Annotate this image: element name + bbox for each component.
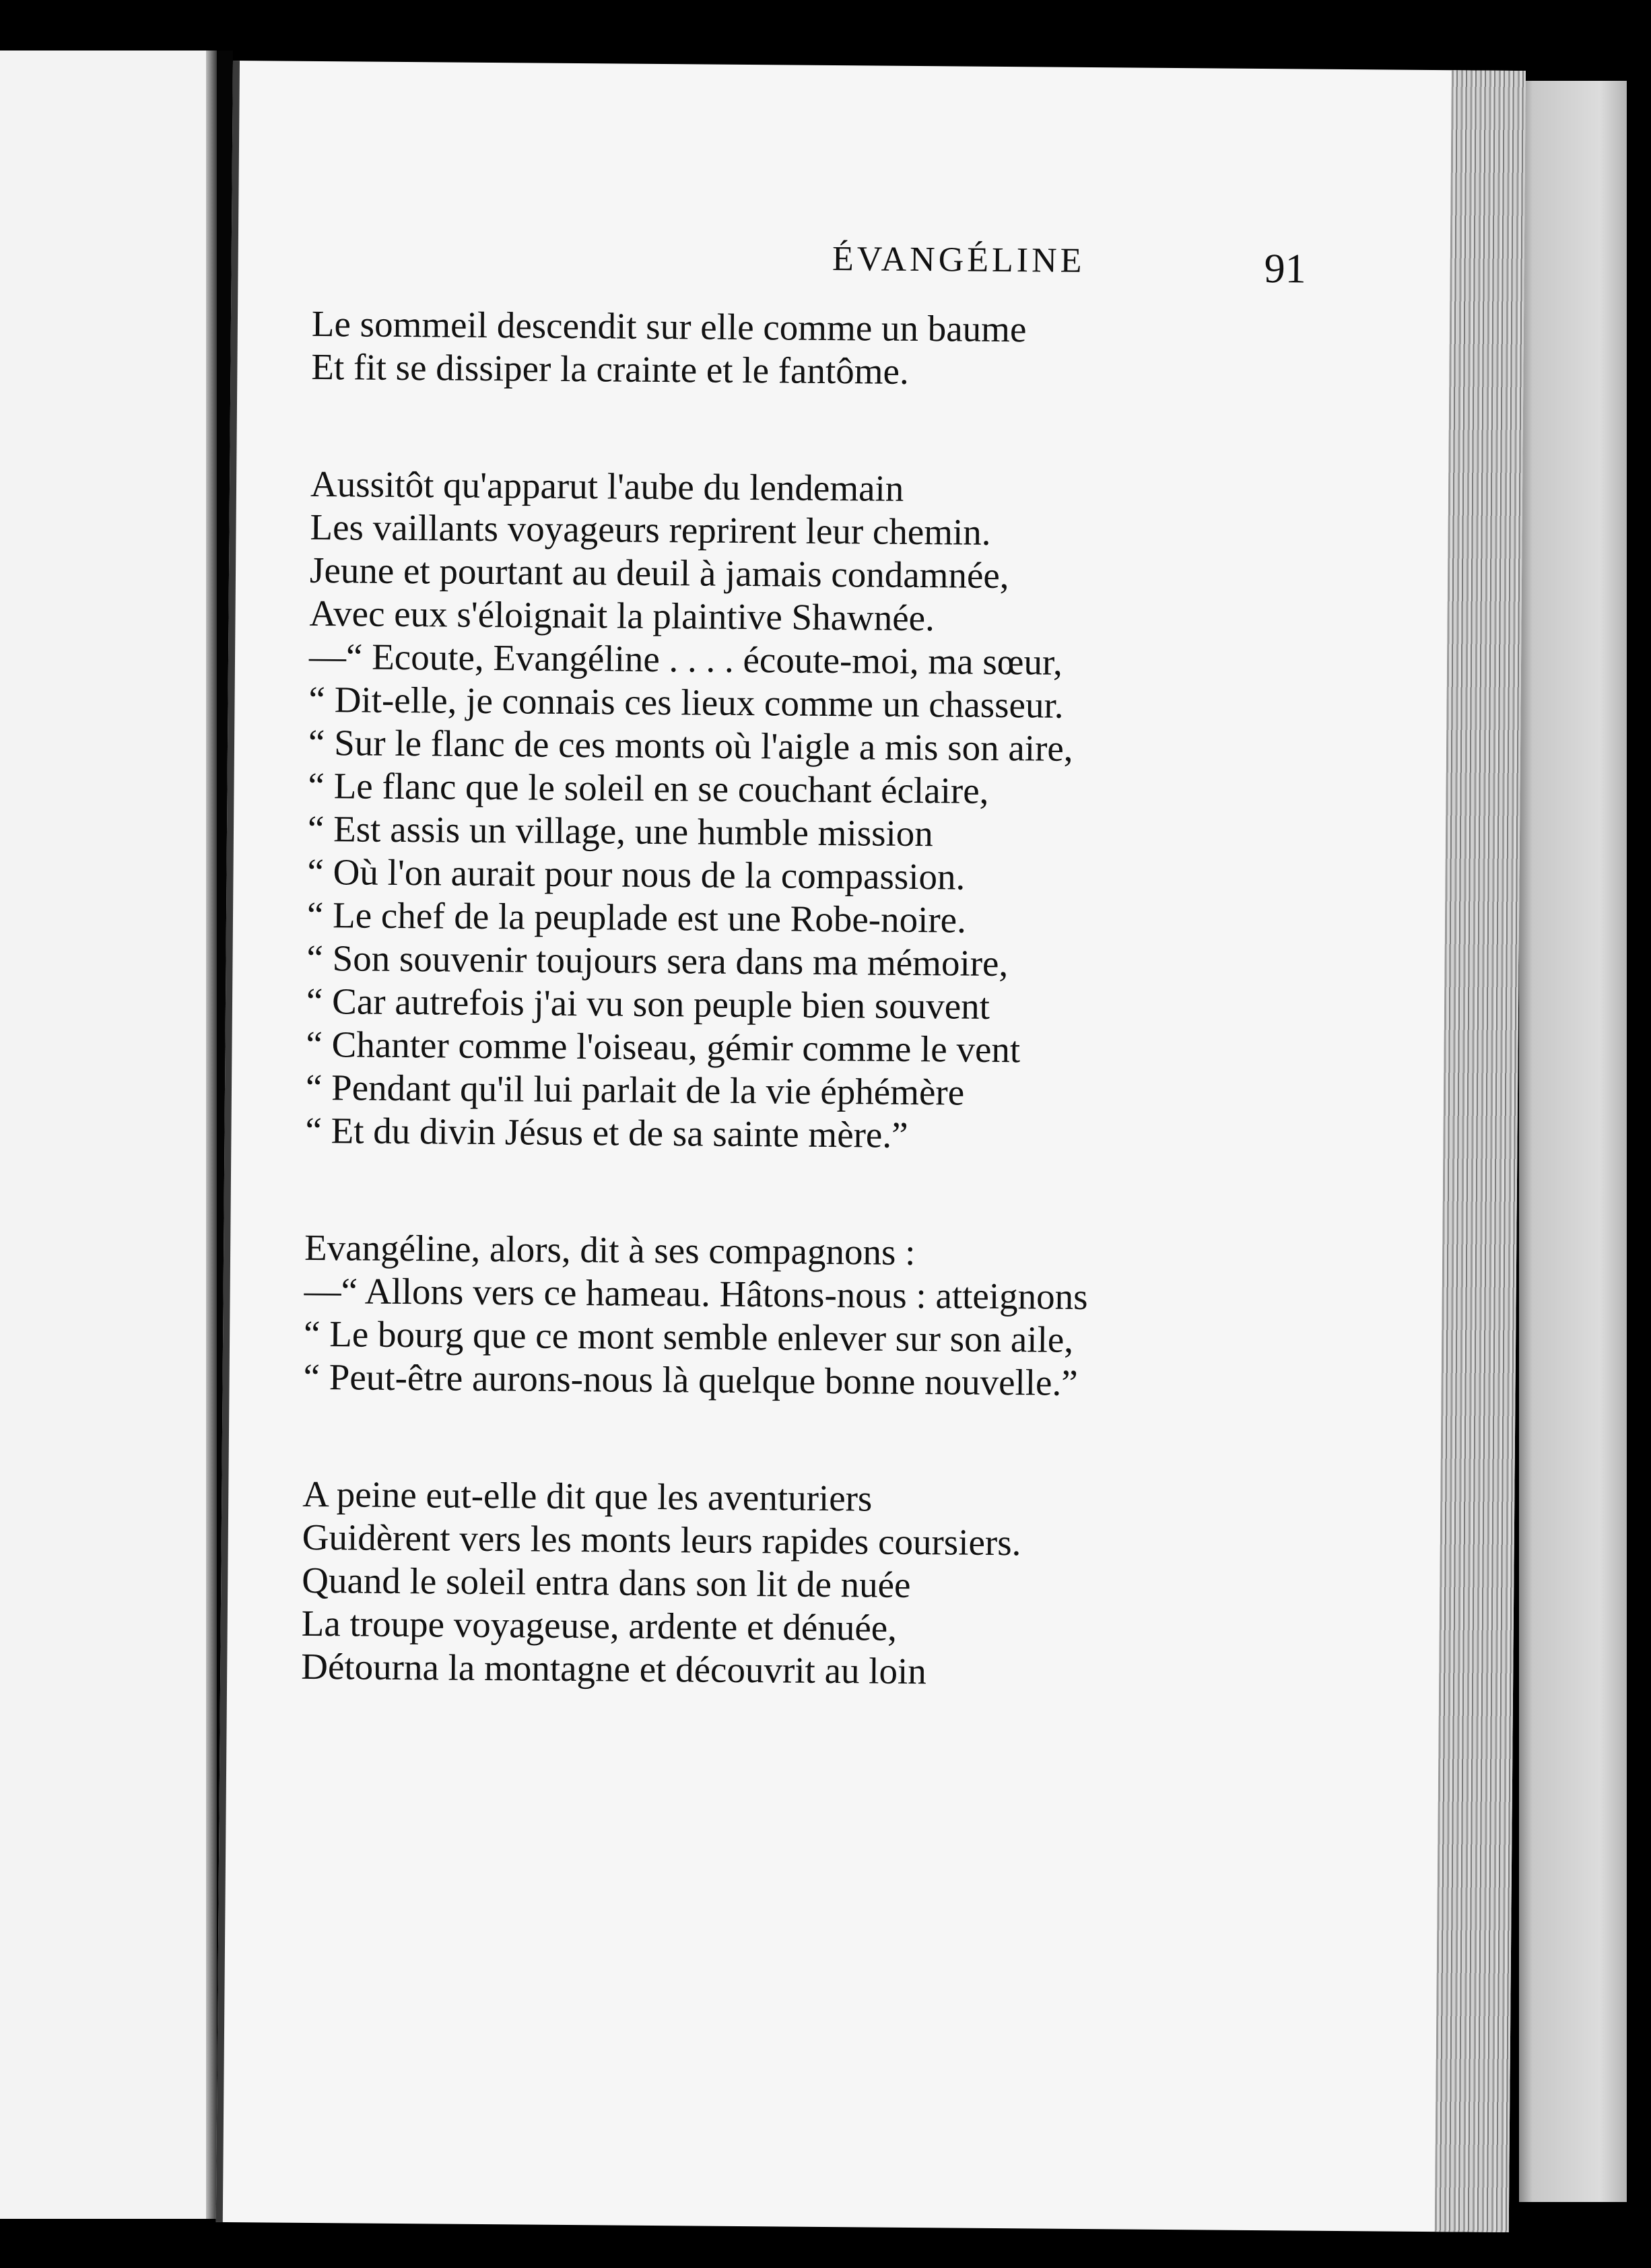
verse-line: La troupe voyageuse, ardente et dénuée,	[301, 1602, 898, 1648]
verse-line: “ Peut-être aurons-nous là quelque bonne nouvelle.”	[303, 1356, 1078, 1403]
stanza-2	[305, 463, 1320, 1160]
verse-line: “ Son souvenir toujours sera dans ma mémoire,	[306, 937, 1009, 985]
page-number: 91	[1264, 246, 1306, 292]
verse-line: “ Le chef de la peuplade est une Robe-noire.	[306, 894, 967, 941]
verse-line: “ Où l'on aurait pour nous de la compassion.	[307, 850, 966, 898]
left-page	[0, 51, 217, 2219]
verse-line: A peine eut-elle dit que les aventuriers	[302, 1473, 873, 1519]
stanza-3	[303, 1226, 1314, 1407]
verse-line: Le sommeil descendit sur elle comme un baume	[311, 302, 1027, 350]
verse-line: Détourna la montagne et découvrit au loin	[301, 1645, 927, 1692]
verse-line: “ Est assis un village, une humble mission	[307, 807, 934, 855]
verse-line: Avec eux s'éloignait la plaintive Shawnée.	[309, 592, 935, 639]
verse-line: “ Dit-elle, je connais ces lieux comme un chasseur.	[308, 678, 1064, 726]
book-back-cover	[1519, 81, 1627, 2202]
stanza-4	[301, 1473, 1312, 1696]
verse-line: Et fit se dissiper la crainte et le fantôme.	[311, 345, 909, 392]
verse-line: “ Chanter comme l'oiseau, gémir comme le vent	[306, 1023, 1021, 1071]
verse-line: —“ Ecoute, Evangéline . . . . écoute-moi, ma sœur,	[308, 635, 1063, 683]
verse-line: Guidèrent vers les monts leurs rapides coursiers.	[302, 1516, 1021, 1564]
verse-line: “ Pendant qu'il lui parlait de la vie éphémère	[305, 1066, 965, 1113]
book-spine	[206, 51, 217, 2219]
stanza-1	[311, 302, 1322, 397]
verse-line: Quand le soleil entra dans son lit de nuée	[302, 1559, 911, 1605]
running-head: ÉVANGÉLINE	[832, 239, 1085, 280]
verse-line: “ Car autrefois j'ai vu son peuple bien souvent	[306, 980, 990, 1027]
poem-text	[301, 302, 1322, 1696]
verse-line: Aussitôt qu'apparut l'aube du lendemain	[310, 463, 904, 509]
verse-line: Evangéline, alors, dit à ses compagnons :	[304, 1226, 916, 1273]
verse-line: —“ Allons vers ce hameau. Hâtons-nous : atteignons	[304, 1269, 1088, 1318]
verse-line: “ Sur le flanc de ces monts où l'aigle a mis son aire,	[308, 721, 1073, 769]
right-page	[216, 61, 1526, 2232]
verse-line: “ Le bourg que ce mont semble enlever sur son aile,	[303, 1312, 1074, 1360]
verse-line: “ Le flanc que le soleil en se couchant éclaire,	[308, 764, 989, 811]
verse-line: “ Et du divin Jésus et de sa sainte mère.”	[305, 1109, 908, 1156]
verse-line: Les vaillants voyageurs reprirent leur chemin.	[310, 506, 991, 553]
verse-line: Jeune et pourtant au deuil à jamais condamnée,	[309, 549, 1009, 597]
page-edges	[1435, 70, 1526, 2232]
